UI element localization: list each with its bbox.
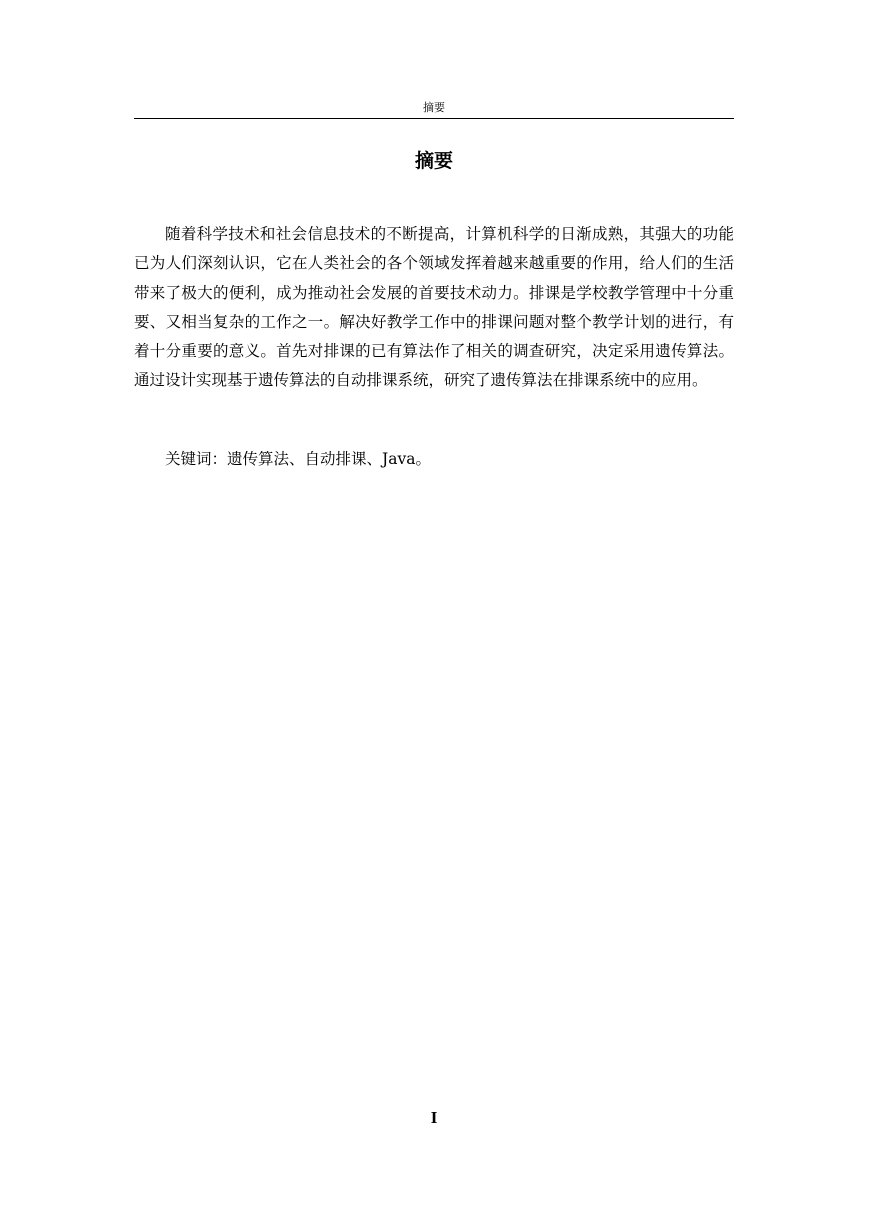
abstract-paragraph: 随着科学技术和社会信息技术的不断提高，计算机科学的日渐成熟，其强大的功能已为人们深刻认识，它在人类社会的各个领域发挥着越来越重要的作用，给人们的生活带来了极大的便利，成为推动社会发展的首要技术动力。排课是学校教学管理中十分重要、又相当复杂的工作之一。解决好教学工作中的排课问题对整个教学计划的进行，有着十分重要的意义。首先对排课的已有算法作了相关的调查研究，决定采用遗传算法。通过设计实现基于遗传算法的自动排课系统，研究了遗传算法在排课系统中的应用。 (134, 225, 734, 390)
running-header: 摘要 (423, 101, 445, 114)
keywords-line: 关键词：遗传算法、自动排课、Java。 (165, 450, 431, 468)
page-title: 摘要 (414, 150, 453, 172)
page-number: I (430, 1108, 438, 1127)
header-rule (134, 118, 734, 119)
